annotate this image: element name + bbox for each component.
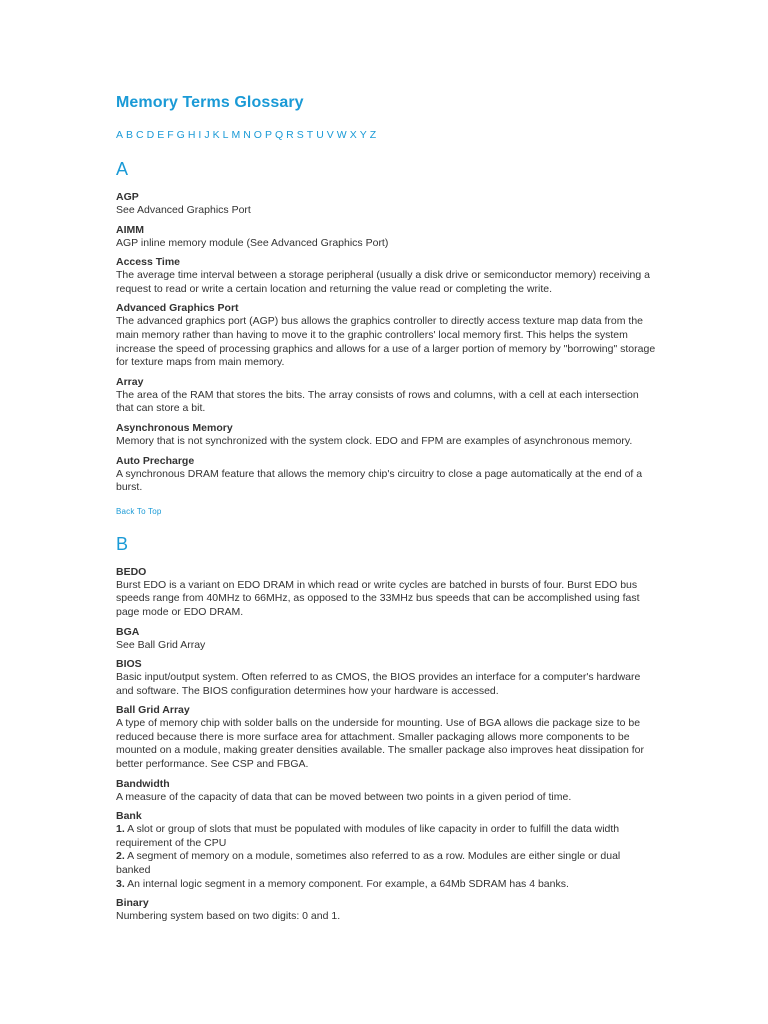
entry-definition: Burst EDO is a variant on EDO DRAM in which read or write cycles are batched in bursts of four. Burst EDO bus speeds range from 40MHz to 66MHz, as opposed to the 33MHz bus speeds that can be accomplished using fast page mode or EDO DRAM. — [116, 578, 640, 618]
alphabet-link-v[interactable]: V — [326, 129, 334, 141]
entry-definition: Memory that is not synchronized with the system clock. EDO and FPM are examples of asynchronous memory. — [116, 434, 633, 447]
alphabet-link-y[interactable]: Y — [359, 129, 367, 141]
definition-number: 1. — [116, 823, 125, 836]
entry-definition-item — [116, 878, 656, 892]
alphabet-link-b[interactable]: B — [126, 129, 134, 141]
entry-term: Ball Grid Array — [116, 704, 190, 717]
entry-term: Bandwidth — [116, 777, 170, 790]
entry-definition: See Ball Grid Array — [116, 638, 206, 651]
alphabet-link-z[interactable]: Z — [369, 129, 377, 141]
section-heading-a: A — [116, 159, 129, 179]
alphabet-link-p[interactable]: P — [264, 129, 272, 141]
entry-term: Asynchronous Memory — [116, 421, 233, 434]
glossary-entry — [116, 566, 656, 620]
glossary-entry — [116, 422, 656, 449]
alphabet-link-l[interactable]: L — [222, 129, 229, 141]
alphabet-link-g[interactable]: G — [176, 129, 185, 141]
glossary-entry — [116, 658, 656, 698]
entry-term: AIMM — [116, 223, 144, 236]
alphabet-nav — [116, 128, 656, 142]
entry-definition: The advanced graphics port (AGP) bus allows the graphics controller to directly access texture map data from the main memory rather than having to move it to the graphic controllers' local memory first. This helps the system increase the speed of processing graphics and allows for a use of a larger portion of memory by "borrowing" storage for texture maps from main memory. — [116, 315, 656, 369]
alphabet-link-d[interactable]: D — [146, 129, 155, 141]
entry-term: AGP — [116, 191, 139, 203]
definition-number: 3. — [116, 877, 125, 890]
alphabet-link-k[interactable]: K — [212, 129, 220, 141]
entry-term: Access Time — [116, 256, 181, 269]
section-a-entries — [116, 191, 656, 495]
definition-text: A slot or group of slots that must be populated with modules of like capacity in order to fulfill the data width requirement of the CPU — [116, 823, 620, 849]
alphabet-link-c[interactable]: C — [136, 129, 144, 141]
entry-term: BGA — [116, 625, 140, 638]
alphabet-link-o[interactable]: O — [253, 129, 262, 141]
glossary-entry — [116, 626, 656, 653]
alphabet-link-r[interactable]: R — [286, 129, 294, 141]
entry-definition: A synchronous DRAM feature that allows the memory chip's circuitry to close a page automatically at the end of a burst. — [116, 467, 643, 494]
alphabet-link-n[interactable]: N — [243, 129, 251, 141]
alphabet-link-q[interactable]: Q — [274, 129, 284, 141]
entry-definition-item — [116, 850, 656, 877]
entry-definition: A measure of the capacity of data that can be moved between two points in a given period of time. — [116, 790, 572, 803]
entry-definition: A type of memory chip with solder balls on the underside for mounting. Use of BGA allows die package size to be reduced because there is more surface area for attachment. Smaller packaging allows more components to be mounted on a module, making greater densities available. The smaller package also improves heat dissipation for better performance. See CSP and FBGA. — [116, 717, 645, 771]
glossary-page — [116, 92, 656, 930]
entry-term: Auto Precharge — [116, 454, 195, 467]
alphabet-link-w[interactable]: W — [336, 129, 347, 141]
definition-text: An internal logic segment in a memory component. For example, a 64Mb SDRAM has 4 banks. — [127, 877, 569, 890]
alphabet-link-i[interactable]: I — [198, 129, 202, 141]
glossary-entry — [116, 810, 656, 891]
glossary-entry — [116, 256, 656, 296]
definition-number: 2. — [116, 850, 125, 863]
alphabet-link-m[interactable]: M — [231, 129, 241, 141]
entry-term: Array — [116, 375, 144, 388]
page-title: Memory Terms Glossary — [116, 94, 304, 111]
glossary-entry — [116, 302, 656, 369]
entry-term: Bank — [116, 810, 142, 823]
back-to-top-link[interactable]: Back To Top — [116, 506, 162, 516]
alphabet-link-j[interactable]: J — [204, 129, 210, 141]
entry-term: Advanced Graphics Port — [116, 302, 239, 315]
alphabet-link-a[interactable]: A — [116, 129, 124, 141]
glossary-entry — [116, 224, 656, 251]
glossary-entry — [116, 191, 656, 218]
entry-term: Binary — [116, 897, 149, 910]
section-b-entries — [116, 566, 656, 924]
glossary-entry — [116, 897, 656, 924]
entry-definition: Basic input/output system. Often referred to as CMOS, the BIOS provides an interface for a computer's hardware and software. The BIOS configuration determines how your hardware is accessed. — [116, 671, 641, 697]
entry-term: BEDO — [116, 565, 147, 578]
alphabet-link-t[interactable]: T — [306, 129, 314, 141]
glossary-entry — [116, 778, 656, 805]
alphabet-link-s[interactable]: S — [296, 129, 304, 141]
entry-definition: AGP inline memory module (See Advanced Graphics Port) — [116, 236, 389, 249]
glossary-entry — [116, 455, 656, 495]
alphabet-link-h[interactable]: H — [187, 129, 196, 141]
glossary-entry — [116, 376, 656, 416]
entry-definition-item — [116, 823, 656, 850]
entry-definition: Numbering system based on two digits: 0 and 1. — [116, 910, 341, 923]
alphabet-link-e[interactable]: E — [157, 129, 165, 141]
section-heading-b: B — [116, 533, 129, 554]
alphabet-link-x[interactable]: X — [349, 129, 357, 141]
entry-definition: The average time interval between a storage peripheral (usually a disk drive or semiconductor memory) receiving a request to read or write a certain location and returning the value read or completing the write. — [116, 269, 650, 295]
entry-definition: The area of the RAM that stores the bits. The array consists of rows and columns, with a cell at each intersection that can store a bit. — [116, 388, 639, 415]
entry-term: BIOS — [116, 658, 142, 671]
definition-text: A segment of memory on a module, sometimes also referred to as a row. Modules are either single or dual banked — [116, 850, 621, 877]
glossary-entry — [116, 704, 656, 771]
alphabet-link-u[interactable]: U — [316, 129, 324, 141]
entry-definition: See Advanced Graphics Port — [116, 204, 251, 216]
alphabet-link-f[interactable]: F — [167, 129, 174, 141]
